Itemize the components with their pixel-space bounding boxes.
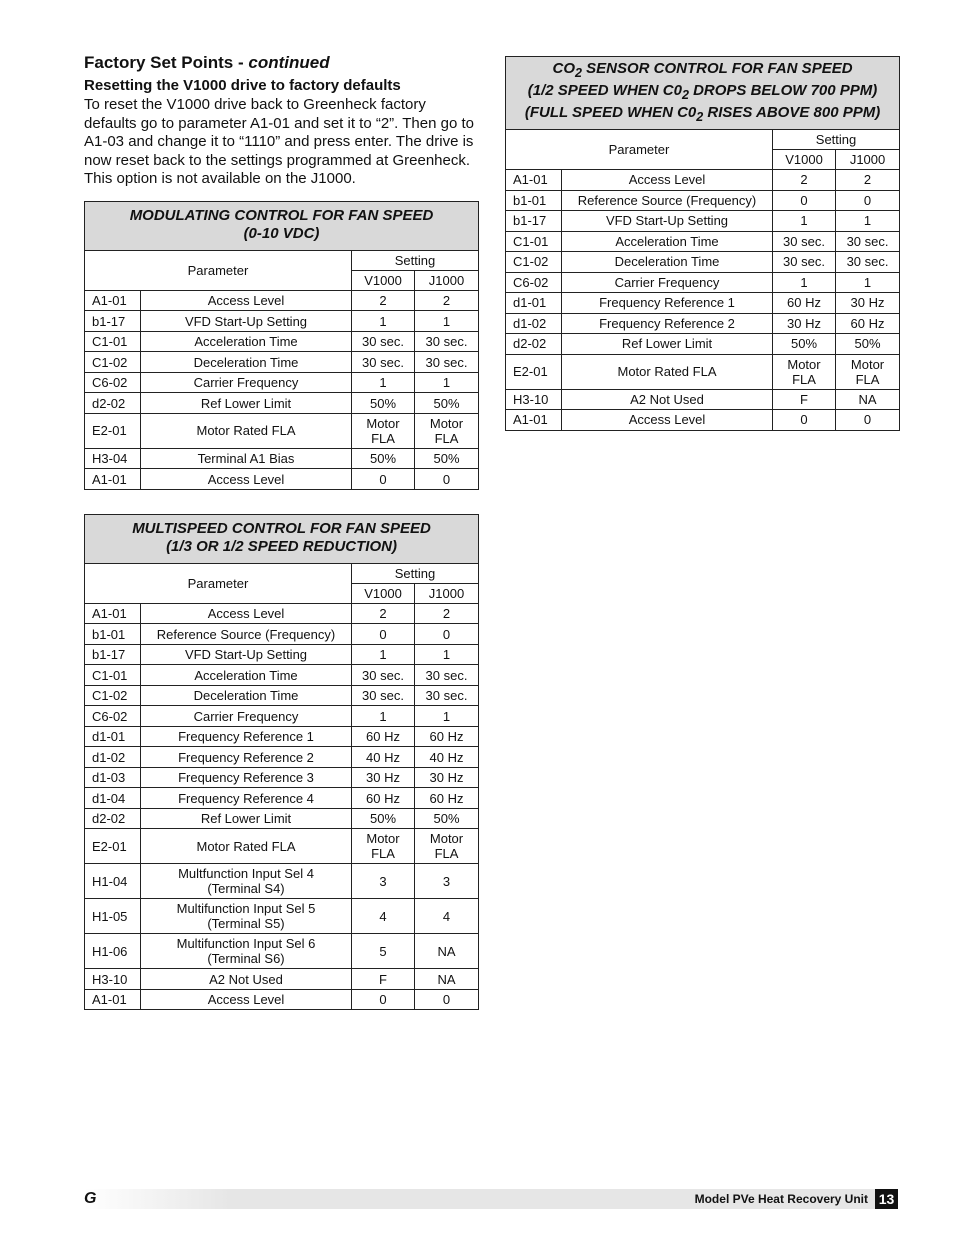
parameter-code: H3-10 [85, 969, 141, 990]
multispeed-title-line1: MULTISPEED CONTROL FOR FAN SPEED [132, 519, 431, 537]
parameter-code: A1-01 [506, 410, 562, 431]
j1000-header: J1000 [415, 270, 479, 290]
v1000-header: V1000 [352, 270, 415, 290]
j1000-value: 1 [415, 372, 479, 393]
parameter-name: Access Level [141, 469, 352, 490]
parameter-name: Frequency Reference 1 [562, 293, 773, 314]
parameter-name: Access Level [141, 603, 352, 624]
parameter-name: Frequency Reference 3 [141, 767, 352, 788]
setting-header: Setting [352, 563, 479, 583]
parameter-name: Deceleration Time [562, 252, 773, 273]
parameter-name: A2 Not Used [141, 969, 352, 990]
multispeed-table-wrap [84, 514, 478, 1011]
v1000-value: 50% [352, 393, 415, 414]
parameter-code: A1-01 [506, 170, 562, 191]
table-row [85, 767, 479, 788]
parameter-name [141, 864, 352, 899]
j1000-value: NA [415, 969, 479, 990]
v1000-value: 2 [352, 290, 415, 311]
multispeed-table-title [85, 514, 479, 563]
table-row [85, 829, 479, 864]
parameter-code: b1-17 [85, 311, 141, 332]
table-row [85, 726, 479, 747]
parameter-code: C1-02 [506, 252, 562, 273]
parameter-name: Carrier Frequency [562, 272, 773, 293]
table-row [85, 372, 479, 393]
parameter-name: Access Level [141, 290, 352, 311]
table-row [85, 290, 479, 311]
multispeed-title-line2: (1/3 OR 1/2 SPEED REDUCTION) [166, 537, 397, 555]
table-row [85, 969, 479, 990]
v1000-value: 1 [352, 644, 415, 665]
v1000-value: 30 sec. [352, 685, 415, 706]
parameter-code: H1-06 [85, 934, 141, 969]
v1000-value: 0 [352, 989, 415, 1010]
v1000-header: V1000 [773, 150, 836, 170]
table-row [85, 469, 479, 490]
parameter-name-line1: Multifunction Input Sel 6 [176, 936, 316, 952]
v1000-value: 0 [352, 624, 415, 645]
setting-header: Setting [352, 250, 479, 270]
parameter-code: H1-05 [85, 899, 141, 934]
v1000-value [352, 829, 415, 864]
table-row [85, 989, 479, 1010]
page-number: 13 [875, 1189, 898, 1209]
parameter-code: A1-01 [85, 290, 141, 311]
parameter-name-line2: (Terminal S6) [207, 951, 285, 967]
j1000-value: 30 Hz [836, 293, 900, 314]
parameter-header: Parameter [85, 250, 352, 290]
v1000-header: V1000 [352, 583, 415, 603]
parameter-name: Frequency Reference 1 [141, 726, 352, 747]
table-row [506, 190, 900, 211]
parameter-name: Terminal A1 Bias [141, 448, 352, 469]
parameter-name: Reference Source (Frequency) [141, 624, 352, 645]
parameter-code: A1-01 [85, 603, 141, 624]
parameter-name: A2 Not Used [562, 389, 773, 410]
v1000-value: 4 [352, 899, 415, 934]
j1000-value: NA [415, 934, 479, 969]
j1000-header: J1000 [836, 150, 900, 170]
table-row [85, 352, 479, 373]
setting-header: Setting [773, 130, 900, 150]
table-row [85, 448, 479, 469]
table-row [506, 231, 900, 252]
v1000-value: 0 [352, 469, 415, 490]
parameter-code: C6-02 [85, 372, 141, 393]
parameter-code: d1-04 [85, 788, 141, 809]
table-row [506, 211, 900, 232]
parameter-code: d2-02 [85, 393, 141, 414]
co2-sensor-control-table [505, 56, 900, 431]
parameter-name: Frequency Reference 4 [141, 788, 352, 809]
j1000-value [415, 413, 479, 448]
left-column [84, 52, 478, 1010]
parameter-code: A1-01 [85, 989, 141, 1010]
modulating-table-title [85, 201, 479, 250]
table-row [85, 747, 479, 768]
j1000-value: 0 [415, 624, 479, 645]
v1000-value: 50% [352, 808, 415, 829]
section-title-continued: continued [248, 53, 330, 72]
j1000-value: 50% [415, 448, 479, 469]
table-row [85, 603, 479, 624]
j1000-value: 60 Hz [836, 313, 900, 334]
section-body: To reset the V1000 drive back to Greenheck factory defaults go to parameter A1-01 and set it to “2”. Then go to A1-03 and change it to “1110” and press enter. The drive is now reset back to the settings programmed at Greenheck. This option is not available on the J1000. [84, 96, 474, 188]
parameter-code: H3-10 [506, 389, 562, 410]
j1000-value: 2 [415, 603, 479, 624]
j1000-value: 30 sec. [415, 331, 479, 352]
parameter-name: Access Level [562, 410, 773, 431]
parameter-code: H1-04 [85, 864, 141, 899]
table-row [85, 624, 479, 645]
j1000-value: 2 [415, 290, 479, 311]
parameter-code: C1-02 [85, 685, 141, 706]
parameter-code: d1-03 [85, 767, 141, 788]
co2-title-line1: $CO_2$ SENSOR CONTROL FOR FAN SPEED [552, 60, 853, 80]
footer-model-text: Model PVe Heat Recovery Unit [694, 1192, 868, 1206]
v1000-value: 0 [773, 190, 836, 211]
v1000-value: 30 sec. [773, 252, 836, 273]
parameter-code: C1-01 [85, 331, 141, 352]
j1000-value: 30 sec. [415, 665, 479, 686]
parameter-name [141, 899, 352, 934]
j1000-value: 30 sec. [836, 231, 900, 252]
table-row [85, 413, 479, 448]
value-line1: Motor [366, 831, 400, 847]
value-line2: FLA [371, 846, 395, 862]
j1000-value: 1 [415, 311, 479, 332]
table-row [85, 644, 479, 665]
value-line2: FLA [855, 371, 880, 387]
v1000-value: 30 sec. [352, 665, 415, 686]
parameter-name: VFD Start-Up Setting [141, 644, 352, 665]
parameter-name: Frequency Reference 2 [562, 313, 773, 334]
parameter-name: Deceleration Time [141, 352, 352, 373]
value-line1: Motor [787, 356, 821, 372]
parameter-name: VFD Start-Up Setting [562, 211, 773, 232]
v1000-value: 60 Hz [352, 788, 415, 809]
co2-table-body [506, 170, 900, 431]
v1000-value: 1 [773, 211, 836, 232]
modulating-title-line1: MODULATING CONTROL FOR FAN SPEED [129, 206, 434, 224]
v1000-value: 30 Hz [352, 767, 415, 788]
table-row [85, 685, 479, 706]
v1000-value: 1 [352, 706, 415, 727]
table-row [506, 313, 900, 334]
v1000-value: 2 [773, 170, 836, 191]
parameter-header: Parameter [506, 130, 773, 170]
parameter-name-line2: (Terminal S4) [207, 881, 285, 897]
v1000-value: 30 sec. [352, 352, 415, 373]
parameter-code: b1-01 [85, 624, 141, 645]
parameter-name [141, 934, 352, 969]
table-row [85, 899, 479, 934]
parameter-code: b1-17 [85, 644, 141, 665]
j1000-value: 60 Hz [415, 788, 479, 809]
v1000-value: 50% [773, 334, 836, 355]
parameter-code: d2-02 [506, 334, 562, 355]
table-row [85, 331, 479, 352]
table-row [85, 665, 479, 686]
section-heading [84, 52, 478, 74]
j1000-value: 50% [836, 334, 900, 355]
table-row [506, 252, 900, 273]
j1000-value [415, 829, 479, 864]
table-row [85, 311, 479, 332]
table-row [85, 808, 479, 829]
j1000-value: 30 sec. [415, 685, 479, 706]
parameter-code: C6-02 [506, 272, 562, 293]
v1000-value: 0 [773, 410, 836, 431]
j1000-value: 0 [415, 469, 479, 490]
parameter-name: Carrier Frequency [141, 706, 352, 727]
parameter-code: E2-01 [506, 354, 562, 389]
j1000-value: NA [836, 389, 900, 410]
parameter-header: Parameter [85, 563, 352, 603]
modulating-title-line2: (0-10 VDC) [243, 224, 320, 242]
parameter-code: E2-01 [85, 413, 141, 448]
parameter-name: Ref Lower Limit [141, 808, 352, 829]
parameter-name: Frequency Reference 2 [141, 747, 352, 768]
v1000-value: 3 [352, 864, 415, 899]
modulating-table-wrap [84, 201, 478, 490]
parameter-name: VFD Start-Up Setting [141, 311, 352, 332]
parameter-code: d1-02 [85, 747, 141, 768]
parameter-code: A1-01 [85, 469, 141, 490]
parameter-name: Acceleration Time [141, 665, 352, 686]
parameter-code: H3-04 [85, 448, 141, 469]
parameter-name: Carrier Frequency [141, 372, 352, 393]
v1000-value: 30 sec. [773, 231, 836, 252]
v1000-value: 60 Hz [773, 293, 836, 314]
multispeed-table-body [85, 603, 479, 1010]
table-row [506, 293, 900, 314]
greenheck-logo-icon: G [84, 1190, 97, 1207]
parameter-code: C1-01 [506, 231, 562, 252]
j1000-value: 2 [836, 170, 900, 191]
table-row [85, 864, 479, 899]
value-line2: FLA [371, 430, 395, 446]
parameter-code: C6-02 [85, 706, 141, 727]
v1000-value: 40 Hz [352, 747, 415, 768]
v1000-value: 2 [352, 603, 415, 624]
j1000-value: 40 Hz [415, 747, 479, 768]
j1000-value: 3 [415, 864, 479, 899]
right-column [505, 56, 899, 431]
v1000-value: 30 Hz [773, 313, 836, 334]
parameter-code: b1-01 [506, 190, 562, 211]
modulating-control-table [84, 201, 479, 490]
parameter-name-line1: Multfunction Input Sel 4 [178, 866, 314, 882]
value-line2: FLA [434, 430, 459, 446]
v1000-value: F [773, 389, 836, 410]
v1000-value: 50% [352, 448, 415, 469]
parameter-code: C1-02 [85, 352, 141, 373]
v1000-value [773, 354, 836, 389]
v1000-value [352, 413, 415, 448]
multispeed-control-table [84, 514, 479, 1011]
parameter-name: Access Level [141, 989, 352, 1010]
j1000-value: 1 [415, 644, 479, 665]
value-line2: FLA [434, 846, 459, 862]
j1000-value: 60 Hz [415, 726, 479, 747]
parameter-code: b1-17 [506, 211, 562, 232]
table-row [85, 393, 479, 414]
table-row [506, 170, 900, 191]
parameter-name-line2: (Terminal S5) [207, 916, 285, 932]
j1000-value: 50% [415, 393, 479, 414]
j1000-value: 1 [415, 706, 479, 727]
j1000-value: 4 [415, 899, 479, 934]
j1000-value: 30 sec. [415, 352, 479, 373]
table-row [506, 389, 900, 410]
value-line1: Motor [429, 831, 464, 847]
value-line1: Motor [850, 356, 885, 372]
v1000-value: F [352, 969, 415, 990]
parameter-name: Motor Rated FLA [562, 354, 773, 389]
co2-title-line3: (FULL SPEED WHEN $C0_2$ RISES ABOVE 800 PPM) [524, 104, 881, 124]
parameter-name: Ref Lower Limit [141, 393, 352, 414]
table-row [85, 706, 479, 727]
table-row [85, 934, 479, 969]
v1000-value: 1 [352, 311, 415, 332]
v1000-value: 1 [352, 372, 415, 393]
value-line2: FLA [792, 371, 816, 387]
parameter-name-line1: Multifunction Input Sel 5 [176, 901, 316, 917]
table-row [506, 272, 900, 293]
co2-table-title [506, 57, 900, 130]
parameter-code: E2-01 [85, 829, 141, 864]
j1000-value: 0 [836, 190, 900, 211]
j1000-value [836, 354, 900, 389]
parameter-code: C1-01 [85, 665, 141, 686]
j1000-value: 30 Hz [415, 767, 479, 788]
parameter-name: Acceleration Time [141, 331, 352, 352]
j1000-value: 30 sec. [836, 252, 900, 273]
parameter-name: Motor Rated FLA [141, 829, 352, 864]
j1000-value: 50% [415, 808, 479, 829]
co2-title-line2: (1/2 SPEED WHEN $C0_2$ DROPS BELOW 700 PPM) [527, 82, 878, 102]
j1000-value: 1 [836, 211, 900, 232]
v1000-value: 60 Hz [352, 726, 415, 747]
parameter-code: d1-02 [506, 313, 562, 334]
j1000-header: J1000 [415, 583, 479, 603]
j1000-value: 1 [836, 272, 900, 293]
modulating-table-body [85, 290, 479, 489]
table-row [85, 788, 479, 809]
table-row [506, 410, 900, 431]
value-line1: Motor [429, 415, 464, 431]
v1000-value: 1 [773, 272, 836, 293]
parameter-name: Access Level [562, 170, 773, 191]
parameter-name: Reference Source (Frequency) [562, 190, 773, 211]
value-line1: Motor [366, 415, 400, 431]
parameter-name: Ref Lower Limit [562, 334, 773, 355]
section-title: Factory Set Points - [84, 53, 244, 72]
v1000-value: 30 sec. [352, 331, 415, 352]
parameter-name: Acceleration Time [562, 231, 773, 252]
j1000-value: 0 [836, 410, 900, 431]
parameter-code: d2-02 [85, 808, 141, 829]
v1000-value: 5 [352, 934, 415, 969]
parameter-name: Deceleration Time [141, 685, 352, 706]
parameter-code: d1-01 [85, 726, 141, 747]
parameter-code: d1-01 [506, 293, 562, 314]
j1000-value: 0 [415, 989, 479, 1010]
parameter-name: Motor Rated FLA [141, 413, 352, 448]
table-row [506, 334, 900, 355]
section-subtitle: Resetting the V1000 drive to factory defaults [84, 77, 401, 94]
table-row [506, 354, 900, 389]
